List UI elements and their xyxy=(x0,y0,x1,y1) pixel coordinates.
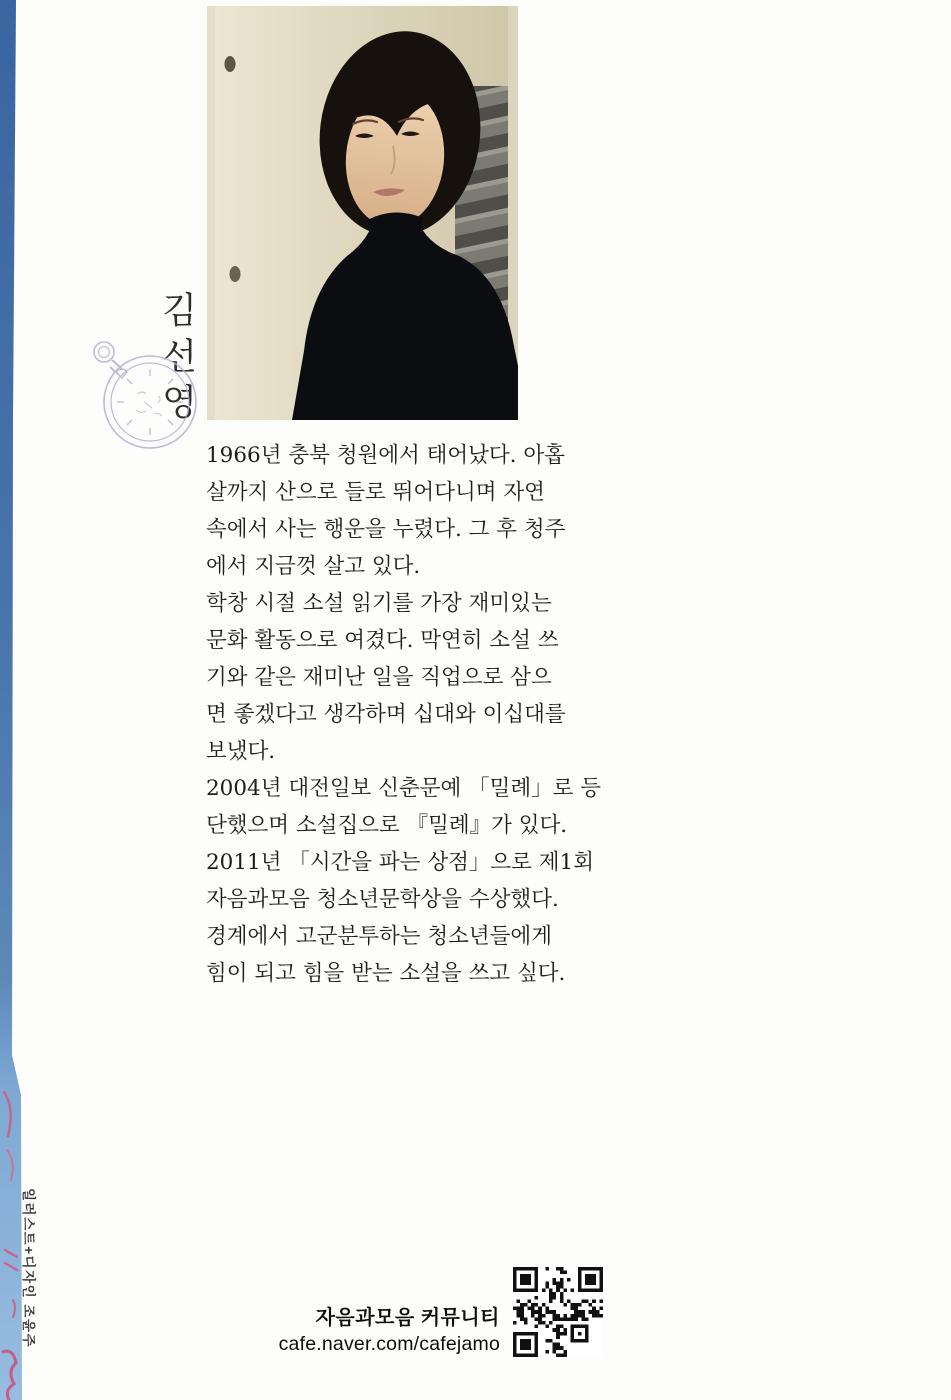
bio-line: 자음과모음 청소년문학상을 수상했다. xyxy=(206,887,559,912)
pocket-watch-stamp-icon xyxy=(86,336,200,458)
bio-line: 2011년 「시간을 파는 상점」으로 제1회 xyxy=(206,850,594,875)
bio-line: 단했으며 소설집으로 『밀례』가 있다. xyxy=(206,813,568,838)
community-footer xyxy=(230,1301,500,1356)
bio-line: 문화 활동으로 여겼다. 막연히 소설 쓰 xyxy=(206,628,559,653)
bio-line: 기와 같은 재미난 일을 직업으로 삼으 xyxy=(206,665,552,690)
author-name-vertical: 김선영 xyxy=(156,291,197,429)
bio-line: 1966년 충북 청원에서 태어났다. 아홉 xyxy=(206,443,565,468)
author-bio xyxy=(206,437,602,992)
bio-line: 살까지 산으로 들로 뛰어다니며 자연 xyxy=(206,480,545,505)
bio-line: 학창 시절 소설 읽기를 가장 재미있는 xyxy=(206,591,552,616)
wall-hole xyxy=(225,56,236,72)
design-credit: 일러스트+디자인 조윤주 xyxy=(21,1188,36,1349)
bio-line: 면 좋겠다고 생각하며 십대와 이십대를 xyxy=(206,702,566,727)
author-photo xyxy=(207,6,518,420)
bio-line: 힘이 되고 힘을 받는 소설을 쓰고 싶다. xyxy=(206,961,566,986)
qr-code-icon xyxy=(513,1267,603,1357)
bio-line: 에서 지금껏 살고 있다. xyxy=(206,554,421,579)
community-label: 자음과모음 커뮤니티 xyxy=(315,1307,500,1329)
bio-line: 경계에서 고군분투하는 청소년들에게 xyxy=(206,924,552,949)
bio-line: 속에서 사는 행운을 누렸다. 그 후 청주 xyxy=(206,517,566,542)
wall-hole xyxy=(230,266,241,282)
community-url: cafe.naver.com/cafejamo xyxy=(278,1333,500,1355)
bio-line: 보냈다. xyxy=(206,739,276,764)
bio-line: 2004년 대전일보 신춘문예 「밀례」로 등 xyxy=(206,776,602,801)
